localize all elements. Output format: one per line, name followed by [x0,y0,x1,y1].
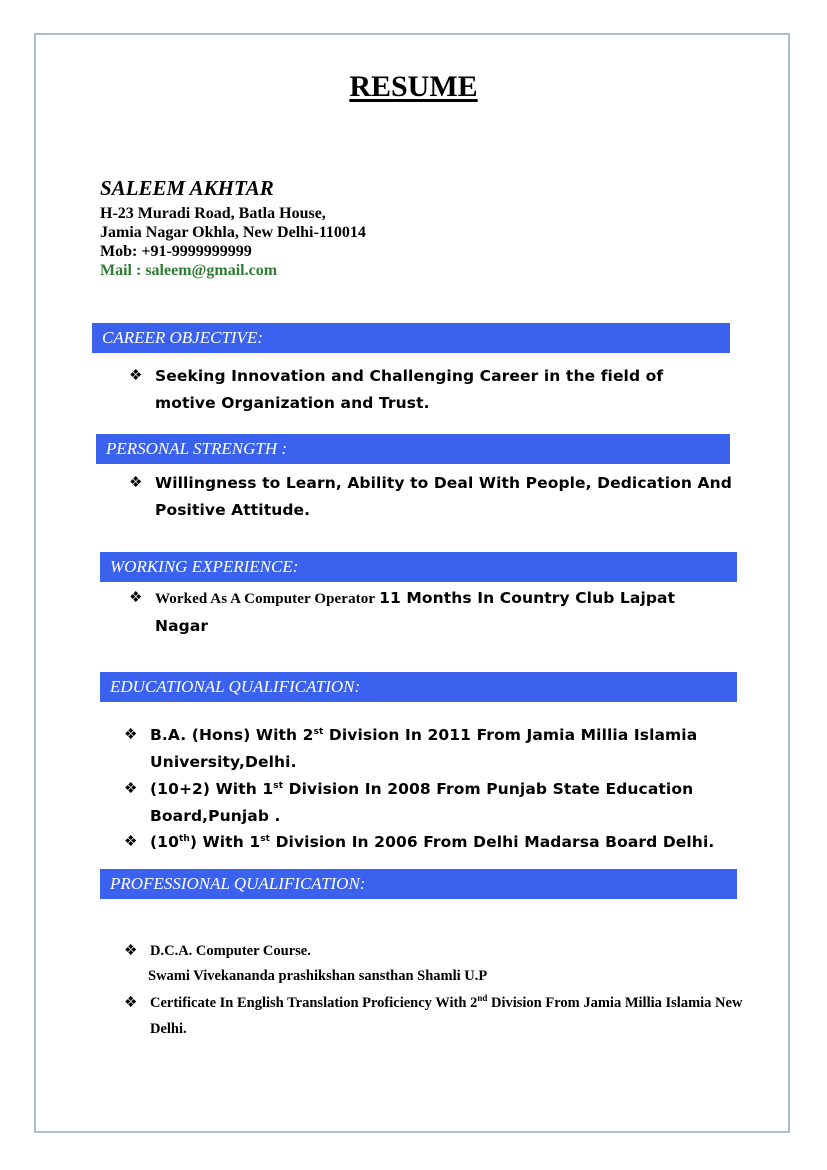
educational-qualification-heading: EDUCATIONAL QUALIFICATION: [100,672,737,702]
candidate-name: SALEEM AKHTAR [100,176,274,200]
career-objective-text: Seeking Innovation and Challenging Career in the field of motive Organization and Trust. [155,367,664,412]
list-item [129,470,749,524]
career-objective-heading: CAREER OBJECTIVE: [92,323,730,353]
list-item [129,585,729,640]
professional-qualification-heading: PROFESSIONAL QUALIFICATION: [100,869,737,899]
list-item [124,829,764,856]
experience-role: Worked As A Computer Operator [155,591,376,607]
bullet-diamond-icon: ❖ [129,475,143,491]
personal-strength-text: Willingness to Learn, Ability to Deal With People, Dedication And Positive Attitude. [155,474,732,519]
bullet-diamond-icon: ❖ [124,727,138,743]
education-item-10th: (10th) With 1st Division In 2006 From Delhi Madarsa Board Delhi. [150,833,715,851]
list-item [124,722,724,776]
list-item [124,938,724,964]
address-line-2: Jamia Nagar Okhla, New Delhi-110014 [100,224,366,241]
resume-title: RESUME [349,70,478,103]
working-experience-text [155,585,729,640]
working-experience-heading: WORKING EXPERIENCE: [100,552,737,582]
address-line-1: H-23 Muradi Road, Batla House, [100,205,326,222]
list-item [129,363,729,417]
professional-item-institute: Swami Vivekananda prashikshan sansthan Shamli U.P [148,968,488,984]
bullet-diamond-icon: ❖ [124,834,138,850]
bullet-diamond-icon: ❖ [124,781,138,797]
bullet-diamond-icon: ❖ [124,995,138,1011]
list-item [124,990,754,1042]
professional-item-certificate: Certificate In English Translation Proficiency With 2nd Division From Jamia Millia Islamia New Delhi. [150,993,743,1037]
mobile-number: Mob: +91-9999999999 [100,243,252,260]
bullet-diamond-icon: ❖ [124,943,138,959]
list-item [124,776,724,830]
experience-detail: 11 Months In Country Club Lajpat Nagar [155,589,676,635]
personal-strength-heading: PERSONAL STRENGTH : [96,434,730,464]
bullet-diamond-icon: ❖ [129,590,143,606]
education-item-12th: (10+2) With 1st Division In 2008 From Punjab State Education Board,Punjab . [150,780,694,825]
bullet-diamond-icon: ❖ [129,368,143,384]
education-item-ba: B.A. (Hons) With 2st Division In 2011 From Jamia Millia Islamia University,Delhi. [150,726,698,771]
professional-item-dca: D.C.A. Computer Course. [150,943,311,959]
email-address: Mail : saleem@gmail.com [100,262,278,279]
